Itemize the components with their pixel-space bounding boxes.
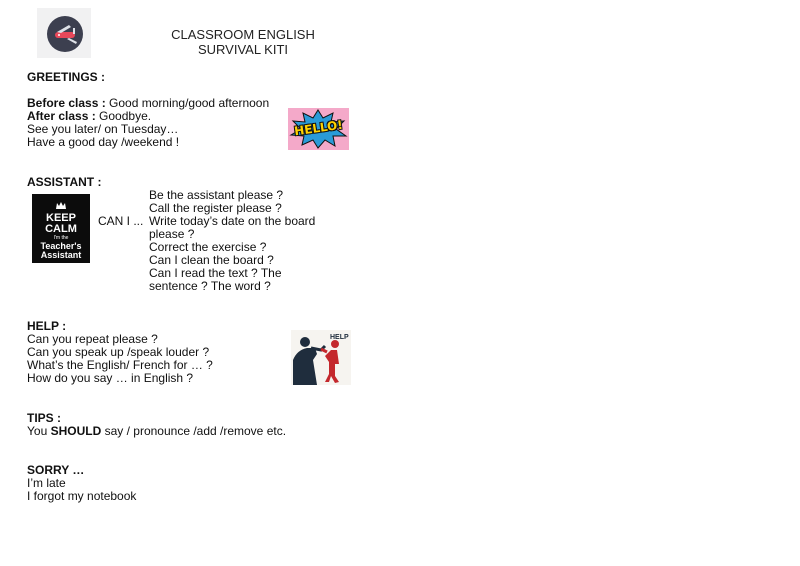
swiss-knife-icon	[47, 16, 83, 52]
help-line: What’s the English/ French for … ?	[27, 358, 213, 372]
before-class-text: Good morning/good afternoon	[105, 96, 270, 110]
poster-line-3: I'm the	[53, 235, 69, 241]
hello-sticker-image	[288, 108, 349, 150]
help-line: Can you speak up /speak louder ?	[27, 345, 210, 359]
poster-line-5: Assistant	[40, 250, 82, 260]
crown-icon	[32, 194, 90, 213]
assistant-item: please ?	[149, 227, 195, 241]
assistant-item: Can I clean the board ?	[149, 253, 274, 267]
assistant-item: sentence ? The word ?	[149, 279, 271, 293]
page-title	[140, 27, 346, 57]
keep-calm-poster	[32, 194, 90, 263]
tips-text-post: say / pronounce /add /remove etc.	[101, 424, 287, 438]
assistant-item: Can I read the text ? The	[149, 266, 282, 280]
help-line: How do you say … in English ?	[27, 371, 194, 385]
help-image-label: HELP	[330, 334, 349, 341]
tips-text	[27, 425, 286, 438]
title-line-2: SURVIVAL KITI	[197, 42, 289, 57]
help-line: Can you repeat please ?	[27, 332, 158, 346]
sorry-line: I forgot my notebook	[27, 489, 137, 503]
tips-text-pre: You	[27, 424, 51, 438]
after-class-text: Goodbye.	[95, 109, 152, 123]
greeting-line-4: Have a good day /weekend !	[27, 135, 180, 149]
tips-heading: TIPS :	[27, 411, 62, 425]
sorry-line: I’m late	[27, 476, 66, 490]
tips-text-emphasis: SHOULD	[50, 424, 102, 438]
greeting-line-3: See you later/ on Tuesday…	[27, 122, 179, 136]
logo	[37, 8, 91, 58]
helping-hand-image	[291, 330, 351, 385]
assistant-item: Call the register please ?	[149, 201, 282, 215]
poster-line-4: Teacher's	[40, 241, 82, 251]
assistant-item: Write today’s date on the board	[149, 214, 316, 228]
greetings-heading: GREETINGS :	[27, 70, 106, 84]
assistant-item: Be the assistant please ?	[149, 188, 284, 202]
poster-line-1: KEEP	[46, 212, 76, 224]
poster-line-2: CALM	[45, 223, 77, 235]
title-line-1: CLASSROOM ENGLISH	[171, 27, 315, 42]
before-class-label: Before class :	[27, 96, 106, 110]
sorry-heading: SORRY …	[27, 463, 85, 477]
hello-sticker-text: HELLO!	[293, 117, 344, 139]
after-class-label: After class :	[27, 109, 96, 123]
assistant-item: Correct the exercise ?	[149, 240, 267, 254]
assistant-heading: ASSISTANT :	[27, 175, 102, 189]
can-i-label: CAN I ...	[98, 214, 144, 228]
help-heading: HELP :	[27, 319, 67, 333]
